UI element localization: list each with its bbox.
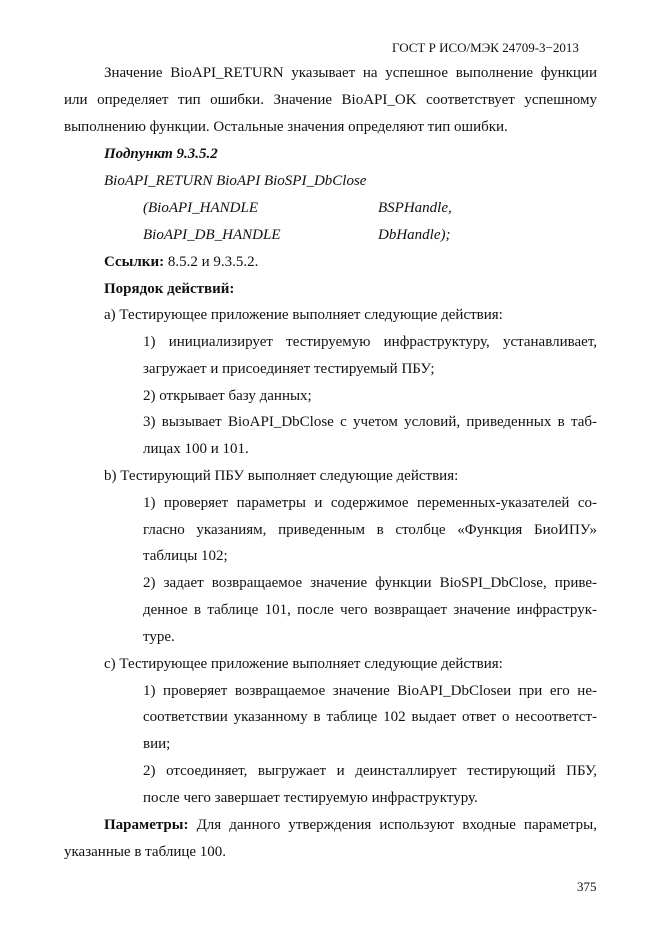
text-line: загружает и присоединяет тестируемый ПБУ; [143,361,435,377]
text-line: 1) инициализирует тестируемую инфраструктуру, устанавливает, [143,334,597,350]
text-line: 1) проверяет возвращаемое значение BioAPI_DbCloseи при его не- [143,683,597,699]
references [104,253,258,271]
parameters-label: Параметры: [104,817,189,833]
text-line: 2) задает возвращаемое значение функции BioSPI_DbClose, приве- [143,575,597,591]
text-line: 3) вызывает BioAPI_DbClose с учетом условий, приведенных в таб- [143,414,597,430]
step-line: b) Тестирующий ПБУ выполняет следующие действия: [104,468,459,484]
text-line [104,816,597,834]
text-line: после чего завершает тестируемую инфраструктуру. [143,790,478,806]
text-line: указанные в таблице 100. [64,844,227,860]
text-line: соответствии указанному в таблице 102 выдает ответ о несоответст- [143,709,597,725]
text-line: 2) открывает базу данных; [143,388,312,404]
signature-line: BioAPI_RETURN BioAPI BioSPI_DbClose [104,173,367,189]
text-line: туре. [143,629,175,645]
text-line: вии; [143,736,171,752]
text-line: таблицы 102; [143,548,228,564]
text-line: денное в таблице 101, после чего возвращает значение инфраструк- [143,602,597,618]
page-header: ГОСТ Р ИСО/МЭК 24709-3−2013 [392,40,579,55]
references-text: 8.5.2 и 9.3.5.2. [167,254,259,270]
param-type: (BioAPI_HANDLE [143,200,258,216]
param-type: BioAPI_DB_HANDLE [143,227,281,243]
param-name: BSPHandle, [378,200,452,216]
text-line: Значение BioAPI_RETURN указывает на успешное выполнение функции [104,65,597,81]
text-line: лицах 100 и 101. [143,441,249,457]
procedure-heading: Порядок действий: [104,281,235,297]
param-name: DbHandle); [378,227,451,243]
text-line: или определяет тип ошибки. Значение BioAPI_OK соответствует успешному [64,92,597,108]
subclause-heading: Подпункт 9.3.5.2 [104,146,218,162]
page-number: 375 [577,879,597,894]
references-label: Ссылки: [104,254,165,270]
parameters-text: Для данного утверждения используют входные параметры, [188,817,597,833]
text-line: выполнению функции. Остальные значения определяют тип ошибки. [64,119,508,135]
text-line: гласно указаниям, приведенным в столбце «Функция БиоИПУ» [143,522,597,538]
step-line: а) Тестирующее приложение выполняет следующие действия: [104,307,503,323]
text-line: 1) проверяет параметры и содержимое переменных-указателей со- [143,495,597,511]
text-line: 2) отсоединяет, выгружает и деинсталлирует тестирующий ПБУ, [143,763,597,779]
step-line: с) Тестирующее приложение выполняет следующие действия: [104,656,503,672]
